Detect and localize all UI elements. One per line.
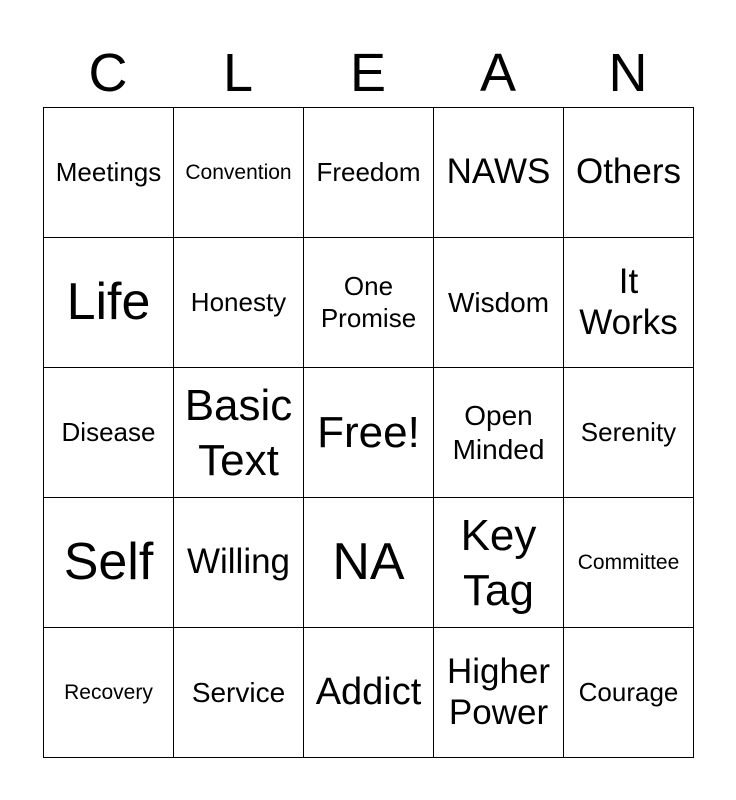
cell-label: Self	[63, 532, 154, 591]
header-letter-n: N	[608, 43, 648, 103]
bingo-cell[interactable]	[304, 368, 434, 498]
header-letter-e: E	[349, 43, 387, 103]
cell-label: Courage	[578, 676, 679, 707]
cell-label: Open Minded	[452, 399, 545, 465]
bingo-cell[interactable]	[44, 238, 174, 368]
bingo-cell[interactable]	[44, 628, 174, 758]
cell-label: NA	[332, 532, 405, 591]
bingo-cell[interactable]	[564, 368, 694, 498]
bingo-cell[interactable]	[434, 368, 564, 498]
bingo-cell[interactable]	[434, 238, 564, 368]
cell-label: NAWS	[446, 152, 551, 192]
bingo-cell[interactable]	[174, 108, 304, 238]
cell-label: One Promise	[320, 271, 417, 333]
cell-label: Serenity	[580, 416, 677, 447]
bingo-cell[interactable]	[304, 498, 434, 628]
header-letter-c: C	[88, 43, 128, 103]
cell-label: Freedom	[316, 156, 421, 187]
bingo-card	[43, 107, 694, 758]
cell-label: Addict	[315, 670, 422, 713]
bingo-cell[interactable]	[304, 238, 434, 368]
cell-label: Wisdom	[447, 286, 550, 318]
bingo-cell[interactable]	[304, 628, 434, 758]
cell-label: Committee	[577, 550, 680, 574]
bingo-cell[interactable]	[564, 238, 694, 368]
cell-label: Meetings	[55, 156, 162, 187]
bingo-cell[interactable]	[44, 498, 174, 628]
cell-label: Key Tag	[460, 510, 537, 615]
cell-label: Higher Power	[446, 652, 551, 732]
cell-label: Life	[66, 272, 151, 331]
header-letter-l: L	[222, 43, 254, 103]
bingo-cell[interactable]	[434, 498, 564, 628]
cell-label: Willing	[186, 542, 291, 582]
bingo-cell[interactable]	[174, 368, 304, 498]
cell-label: It Works	[579, 262, 678, 342]
cell-label: Service	[191, 676, 286, 708]
cell-label: Convention	[185, 160, 292, 184]
bingo-cell[interactable]	[174, 628, 304, 758]
bingo-cell[interactable]	[434, 628, 564, 758]
bingo-cell[interactable]	[564, 628, 694, 758]
cell-label: Recovery	[64, 680, 153, 704]
cell-label: Basic Text	[184, 380, 293, 485]
cell-label: Honesty	[190, 286, 287, 317]
bingo-cell[interactable]	[44, 368, 174, 498]
bingo-cell[interactable]	[564, 108, 694, 238]
bingo-cell[interactable]	[304, 108, 434, 238]
bingo-cell[interactable]	[174, 238, 304, 368]
bingo-header	[43, 40, 693, 106]
cell-label: Free!	[317, 408, 420, 457]
cell-label: Disease	[61, 416, 156, 447]
header-letter-a: A	[479, 43, 517, 103]
cell-label: Others	[575, 152, 682, 192]
bingo-cell[interactable]	[564, 498, 694, 628]
bingo-cell[interactable]	[44, 108, 174, 238]
bingo-cell[interactable]	[434, 108, 564, 238]
bingo-cell[interactable]	[174, 498, 304, 628]
